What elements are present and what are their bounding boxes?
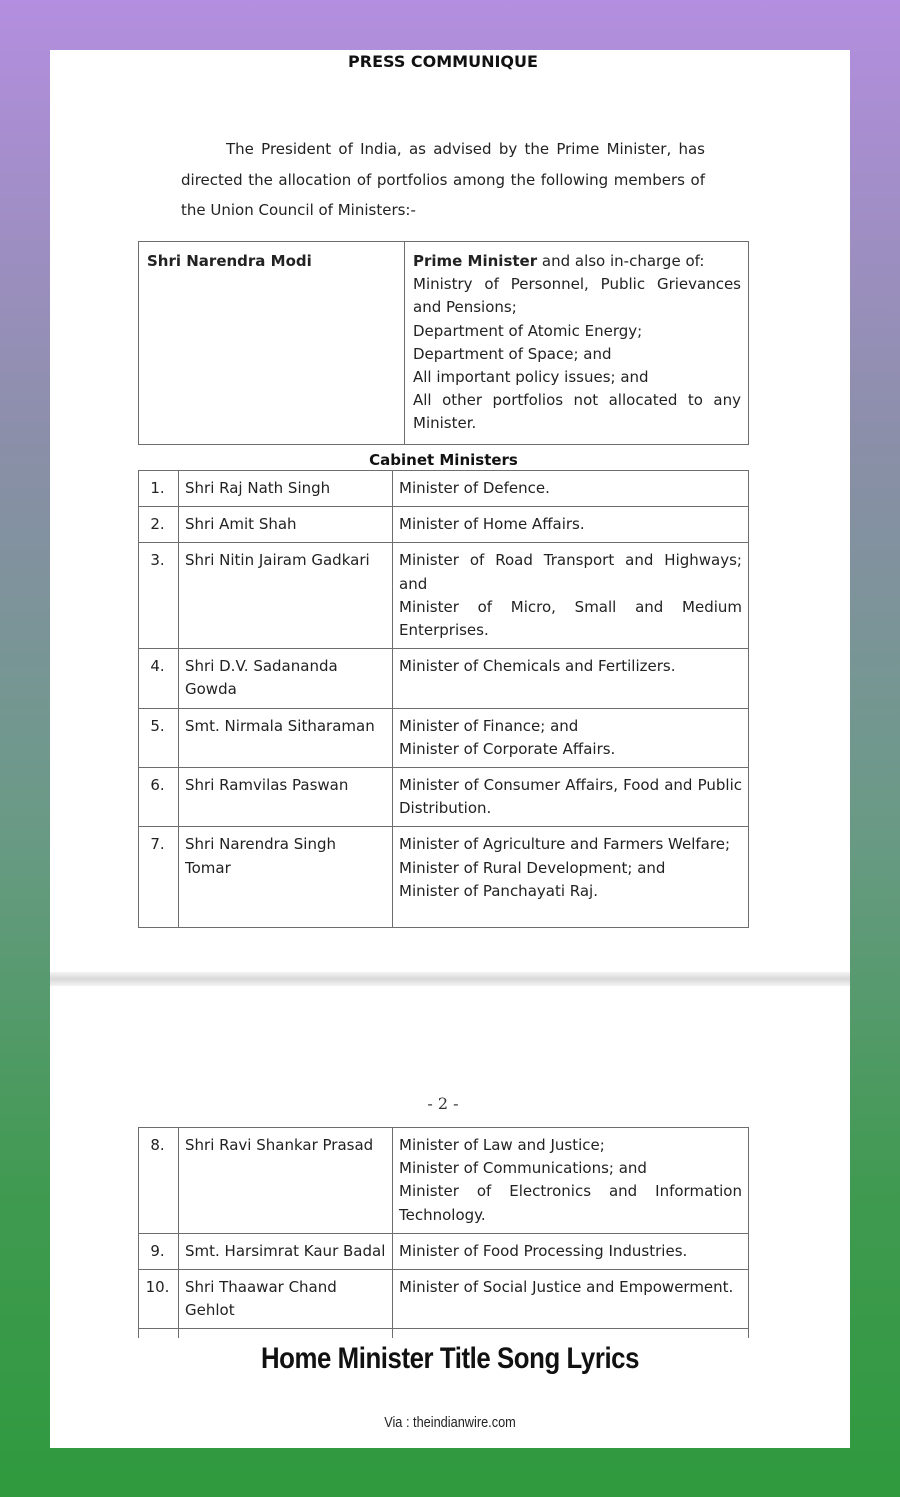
row-number: 9.	[139, 1233, 179, 1269]
table-row	[139, 1329, 749, 1338]
portfolio-line: Minister of Panchayati Raj.	[399, 881, 598, 900]
portfolio-line: Minister of Communications; and	[399, 1159, 647, 1178]
portfolio-line: Minister of Rural Development; and	[399, 858, 666, 877]
pm-portfolio-line: Ministry of Personnel, Public Grievances and Pensions;	[413, 275, 741, 317]
minister-portfolio	[393, 827, 749, 928]
minister-portfolio	[393, 1329, 749, 1338]
minister-portfolio	[393, 471, 749, 507]
minister-portfolio	[393, 649, 749, 708]
portfolio-line: Minister of Law and Justice;	[399, 1136, 605, 1154]
table-row	[139, 471, 749, 507]
table-row	[139, 827, 749, 928]
portfolio-line: Minister of Chemicals and Fertilizers.	[399, 657, 676, 676]
document-page-1	[50, 50, 850, 972]
portfolio-line: Minister of Food Processing Industries.	[399, 1241, 688, 1260]
minister-name	[179, 1329, 393, 1338]
minister-portfolio	[393, 543, 749, 649]
image-card	[50, 50, 850, 1448]
table-row	[139, 543, 749, 649]
row-number: 6.	[139, 768, 179, 827]
portfolio-line: Minister of Micro, Small and Medium Enterprises.	[399, 597, 742, 640]
portfolio-line: Minister of Consumer Affairs, Food and Public Distribution.	[399, 776, 742, 818]
minister-name: Shri Ramvilas Paswan	[179, 768, 393, 827]
minister-name: Smt. Harsimrat Kaur Badal	[179, 1233, 393, 1269]
page-break	[50, 972, 850, 986]
cabinet-table-page-1	[138, 470, 749, 928]
minister-name: Shri Ravi Shankar Prasad	[179, 1128, 393, 1234]
pm-portfolio-line: All important policy issues; and	[413, 368, 649, 387]
row-number: 4.	[139, 649, 179, 708]
minister-name: Shri Thaawar Chand Gehlot	[179, 1270, 393, 1329]
portfolio-line: Minister of Road Transport and Highways; and	[399, 551, 742, 593]
minister-name: Shri Nitin Jairam Gadkari	[179, 543, 393, 649]
minister-name: Shri D.V. Sadananda Gowda	[179, 649, 393, 708]
table-row	[139, 649, 749, 708]
prime-minister-table	[138, 241, 749, 445]
source-credit: Via : theindianwire.com	[384, 1414, 516, 1431]
minister-portfolio	[393, 768, 749, 827]
minister-portfolio	[393, 1233, 749, 1269]
table-row	[139, 768, 749, 827]
row-number: 7.	[139, 827, 179, 928]
row-number: 8.	[139, 1128, 179, 1234]
table-row	[139, 242, 749, 445]
table-row	[139, 507, 749, 543]
pm-portfolio-cell	[405, 242, 749, 445]
pm-name-cell	[139, 242, 405, 445]
cabinet-table-page-2	[138, 1127, 749, 1338]
portfolio-line: Minister of Defence.	[399, 479, 550, 497]
row-number: 2.	[139, 507, 179, 543]
caption-title: Home Minister Title Song Lyrics	[260, 1342, 640, 1375]
page-number: - 2 -	[427, 1094, 459, 1113]
row-number: 5.	[139, 708, 179, 767]
minister-portfolio	[393, 1270, 749, 1329]
pm-portfolio-line: Department of Space; and	[413, 344, 612, 363]
intro-paragraph: The President of India, as advised by the Prime Minister, has directed the allocation of portfolios among the following members of the Union Council of Ministers:-	[181, 140, 705, 219]
pm-role-suffix: and also in-charge of:	[537, 252, 705, 270]
minister-name: Smt. Nirmala Sitharaman	[179, 708, 393, 767]
document-page-2	[50, 986, 850, 1338]
minister-portfolio	[393, 1128, 749, 1234]
document-title: PRESS COMMUNIQUE	[348, 52, 538, 71]
minister-name: Shri Raj Nath Singh	[179, 471, 393, 507]
row-number	[139, 1329, 179, 1338]
portfolio-line	[399, 1335, 742, 1338]
pm-portfolio-line: All other portfolios not allocated to any Minister.	[413, 391, 741, 433]
row-number: 3.	[139, 543, 179, 649]
pm-portfolio-line: Department of Atomic Energy;	[413, 321, 643, 340]
table-row	[139, 1270, 749, 1329]
table-row	[139, 708, 749, 767]
minister-name: Shri Narendra Singh Tomar	[179, 827, 393, 928]
table-row	[139, 1128, 749, 1234]
minister-name: Shri Amit Shah	[179, 507, 393, 543]
pm-name: Shri Narendra Modi	[147, 252, 312, 270]
portfolio-line: Minister of Social Justice and Empowerment.	[399, 1278, 734, 1297]
portfolio-line: Minister of Electronics and Information Technology.	[399, 1182, 742, 1224]
portfolio-line: Minister of Agriculture and Farmers Welfare;	[399, 835, 730, 854]
cabinet-heading: Cabinet Ministers	[369, 451, 518, 469]
row-number: 10.	[139, 1270, 179, 1329]
portfolio-line: Minister of Corporate Affairs.	[399, 739, 616, 758]
row-number: 1.	[139, 471, 179, 507]
portfolio-line: Minister of Home Affairs.	[399, 515, 585, 534]
minister-portfolio	[393, 708, 749, 767]
portfolio-line: Minister of Finance; and	[399, 716, 579, 735]
minister-portfolio	[393, 507, 749, 543]
pm-role: Prime Minister	[413, 252, 538, 270]
table-row	[139, 1233, 749, 1269]
